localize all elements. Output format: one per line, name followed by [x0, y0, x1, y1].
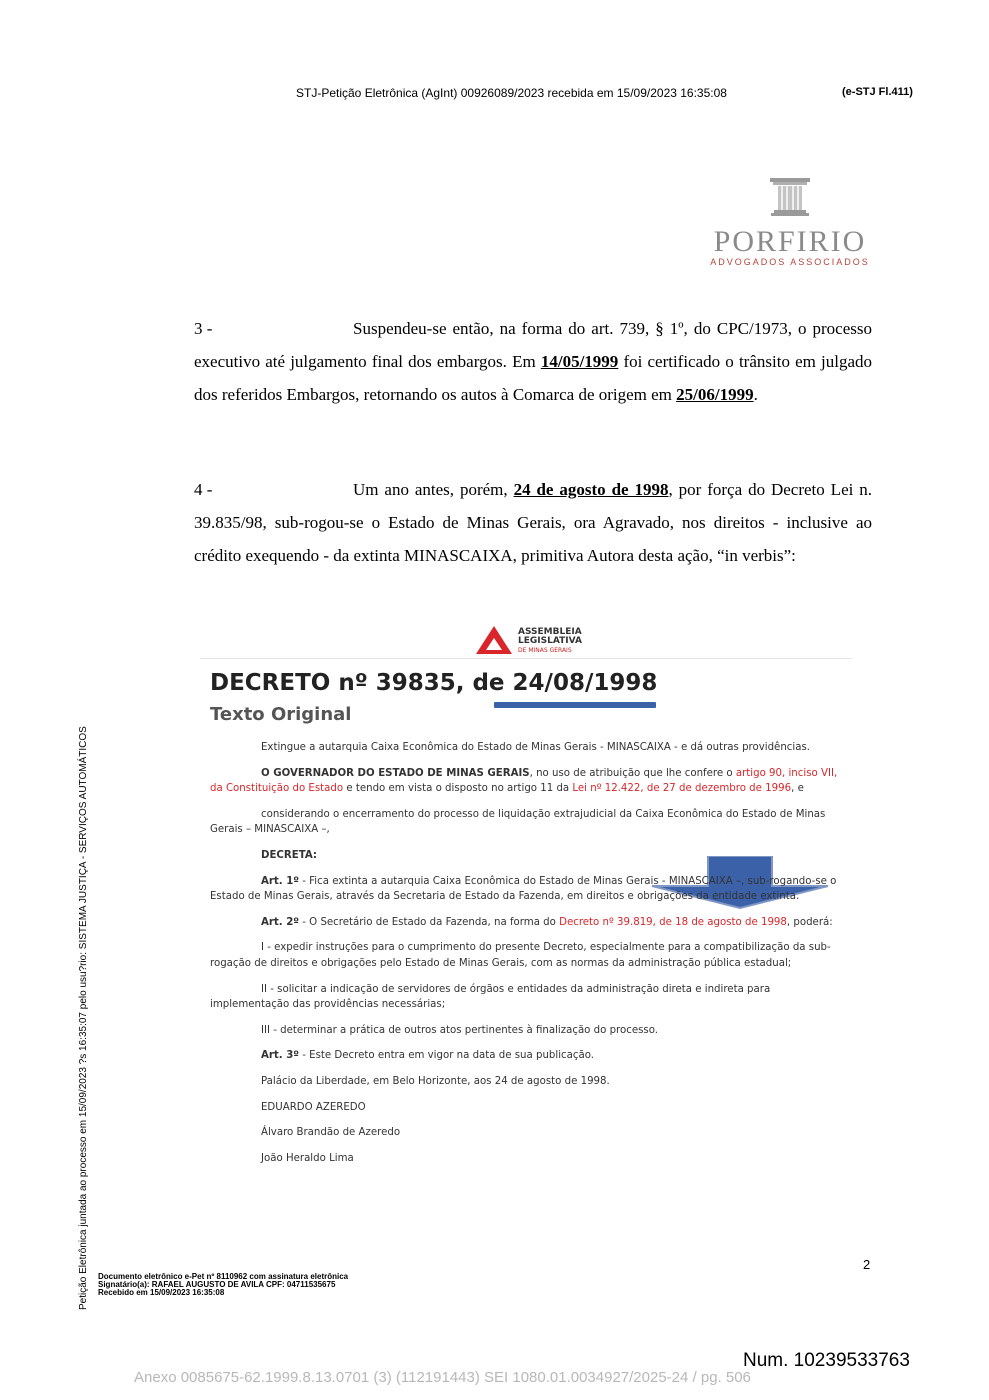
- footer-line-1: Documento eletrônico e-Pet nº 8110962 com assinatura eletrônica: [98, 1272, 349, 1281]
- header-line: STJ-Petição Eletrônica (AgInt) 00926089/2023 recebida em 15/09/2023 16:35:08: [296, 86, 727, 100]
- decree-title: DECRETO nº 39835, de 24/08/1998: [210, 670, 658, 696]
- decree-link[interactable]: Decreto nº 39.819, de 18 de agosto de 1998: [559, 916, 787, 928]
- footer-line-3: Recebido em 15/09/2023 16:35:08: [98, 1288, 225, 1297]
- decree-place-date: Palácio da Liberdade, em Belo Horizonte, aos 24 de agosto de 1998.: [261, 1075, 610, 1087]
- paragraph-4: [194, 473, 872, 572]
- constitution-link[interactable]: artigo 90, inciso VII, da Constituição do Estado: [210, 767, 838, 795]
- side-stamp: Petição Eletrônica juntada ao processo em 15/09/2023 ?s 16:35:07 pelo usu?rio: SISTEMA JUSTIÇA - SERVIÇOS AUTOMÁTICOS: [78, 726, 89, 1310]
- article-label: Art. 1º: [261, 875, 300, 887]
- decree-image: [196, 618, 856, 1254]
- page-number: 2: [863, 1257, 871, 1272]
- article-text: - Fica extinta a autarquia Caixa Econômica do Estado de Minas Gerais - MINASCAIXA –, sub-rogando-se o Estado de Minas Gerais, através da Secretaria de Estado da Fazenda, em direitos e obrigações da entidade extinta.: [210, 875, 837, 903]
- divider: [200, 658, 852, 659]
- signatory-2: Álvaro Brandão de Azeredo: [261, 1127, 401, 1139]
- footer-line-2: Signatário(a): RAFAEL AUGUSTO DE AVILA CPF: 04711535675: [98, 1280, 336, 1289]
- preamble-text: , no uso de atribuição que lhe confere o: [529, 767, 736, 779]
- decree-body: [210, 740, 846, 1176]
- preamble-text: e tendo em vista o disposto no artigo 11 da: [343, 783, 573, 795]
- firm-logo: [700, 178, 880, 267]
- paragraph-number: 3 -: [194, 319, 213, 338]
- highlight-bar: [494, 702, 656, 708]
- governor-text: O GOVERNADOR DO ESTADO DE MINAS GERAIS: [261, 767, 530, 779]
- document-num-id: Num. 10239533763: [743, 1350, 910, 1371]
- assembly-name-3: DE MINAS GERAIS: [518, 647, 572, 654]
- paragraph-text: .: [753, 385, 758, 404]
- assembly-name-1: ASSEMBLEIA: [518, 627, 582, 637]
- paragraph-text: Um ano antes, porém,: [353, 480, 514, 499]
- paragraph-number: 4 -: [194, 480, 213, 499]
- decree-art1: [210, 874, 846, 905]
- assembly-logo: [474, 624, 582, 660]
- decree-art3: [210, 1048, 846, 1064]
- paragraph-text: Suspendeu-se então, na forma do art. 739, § 1º, do CPC/1973, o processo executivo até julgamento final dos embargos. Em: [194, 319, 872, 371]
- signatory-3: João Heraldo Lima: [261, 1152, 354, 1164]
- article-text: - Este Decreto entra em vigor na data de sua publicação.: [299, 1050, 595, 1062]
- paragraph-text: foi certificado o trânsito em julgado dos referidos Embargos, retornando os autos à Comarca de origem em: [194, 352, 873, 404]
- decree-item-2: II - solicitar a indicação de servidores de órgãos e entidades da administração direta e indireta para implementação das providências necessárias;: [210, 983, 771, 1011]
- paragraph-3: [194, 312, 872, 411]
- header-ref: (e-STJ Fl.411): [842, 86, 913, 98]
- article-text: - O Secretário de Estado da Fazenda, na forma do: [299, 916, 560, 928]
- assembly-triangle-icon: [474, 624, 514, 656]
- article-label: Art. 3º: [261, 1050, 300, 1062]
- footer-signature: [98, 1273, 348, 1297]
- article-label: Art. 2º: [261, 916, 300, 928]
- decree-preamble: [210, 766, 846, 797]
- decree-item-1: I - expedir instruções para o cumprimento do presente Decreto, especialmente para a compatibilização da sub-rogação de direitos e obrigações pelo Estado de Minas Gerais, com as normas da administração pública estadual;: [210, 942, 831, 969]
- decree-subtitle: Texto Original: [210, 704, 352, 725]
- preamble-text: , e: [791, 783, 804, 795]
- decree-art2: [210, 915, 846, 931]
- date-highlight: 25/06/1999: [676, 385, 754, 404]
- decree-decreta: DECRETA:: [261, 849, 318, 861]
- date-highlight: 24 de agosto de 1998: [513, 480, 669, 499]
- firm-subtitle: ADVOGADOS ASSOCIADOS: [710, 257, 870, 267]
- paragraph-text: , por força do Decreto Lei n. 39.835/98, sub-rogou-se o Estado de Minas Gerais, ora Agravado, nos direitos - inclusive ao crédito exequendo - da extinta MINASCAIXA, primitiva Autora desta ação, “in verbis”:: [194, 480, 873, 565]
- decree-ementa: Extingue a autarquia Caixa Econômica do Estado de Minas Gerais - MINASCAIXA - e dá outras providências.: [261, 742, 811, 753]
- column-icon: [767, 178, 813, 216]
- decree-considering: considerando o encerramento do processo de liquidação extrajudicial da Caixa Econômica do Estado de Minas Gerais – MINASCAIXA –,: [210, 808, 826, 836]
- law-link[interactable]: Lei nº 12.422, de 27 de dezembro de 1996: [572, 783, 792, 795]
- assembly-name-2: LEGISLATIVA: [518, 636, 582, 646]
- decree-item-3: III - determinar a prática de outros atos pertinentes à finalização do processo.: [261, 1024, 659, 1036]
- article-text: , poderá:: [786, 916, 833, 928]
- signatory-1: EDUARDO AZEREDO: [261, 1101, 366, 1113]
- firm-name: PORFIRIO: [713, 225, 867, 258]
- date-highlight: 14/05/1999: [540, 352, 619, 371]
- anexo-watermark: Anexo 0085675-62.1999.8.13.0701 (3) (112191443) SEI 1080.01.0034927/2025-24 / pg. 506: [134, 1369, 751, 1386]
